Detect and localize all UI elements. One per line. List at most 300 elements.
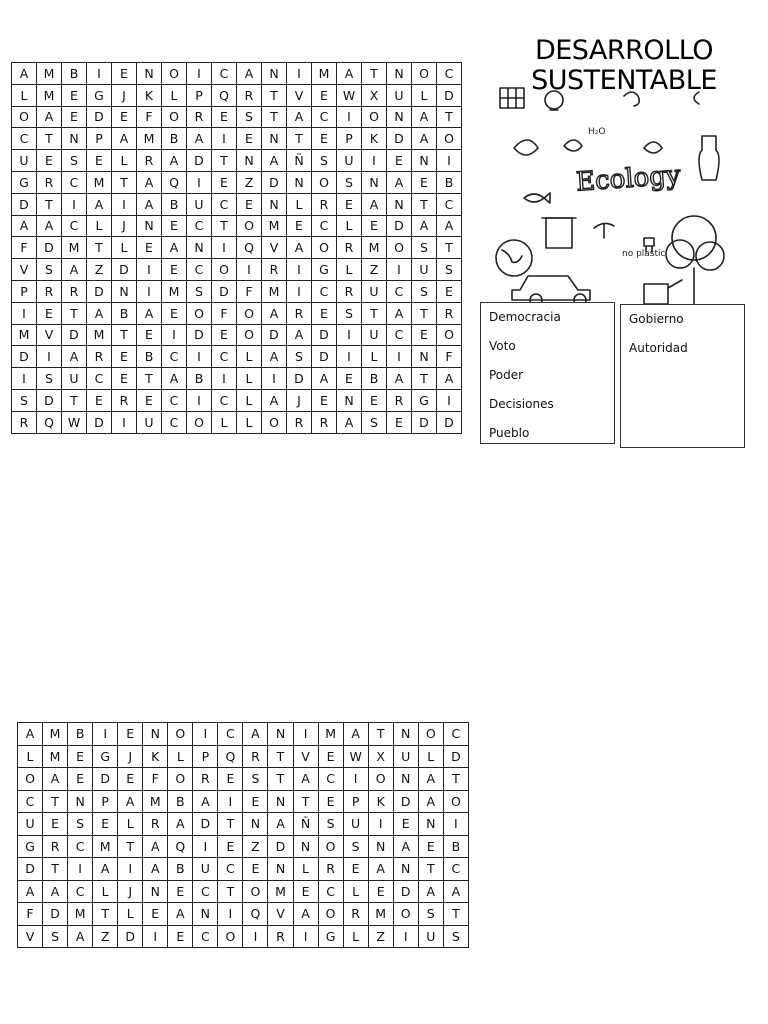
- grid-cell: U: [412, 259, 437, 281]
- grid-cell: R: [337, 280, 362, 302]
- grid-cell: T: [37, 128, 62, 150]
- grid-cell: O: [168, 768, 193, 791]
- grid-cell: D: [393, 880, 418, 903]
- grid-cell: T: [62, 389, 87, 411]
- grid-cell: I: [212, 237, 237, 259]
- grid-cell: E: [437, 280, 462, 302]
- grid-cell: T: [437, 106, 462, 128]
- grid-cell: E: [312, 84, 337, 106]
- grid-cell: R: [343, 903, 368, 926]
- grid-cell: R: [312, 193, 337, 215]
- grid-cell: M: [68, 903, 93, 926]
- grid-cell: E: [387, 150, 412, 172]
- grid-cell: N: [62, 128, 87, 150]
- grid-cell: N: [337, 389, 362, 411]
- grid-cell: I: [218, 790, 243, 813]
- grid-cell: L: [293, 858, 318, 881]
- grid-cell: Z: [87, 259, 112, 281]
- grid-cell: U: [187, 193, 212, 215]
- grid-cell: D: [37, 237, 62, 259]
- grid-cell: E: [118, 768, 143, 791]
- grid-cell: M: [362, 237, 387, 259]
- grid-row: [18, 903, 469, 926]
- grid-cell: Q: [237, 237, 262, 259]
- grid-cell: O: [162, 106, 187, 128]
- grid-cell: E: [362, 215, 387, 237]
- word-list-item: Autoridad: [629, 341, 688, 355]
- grid-cell: L: [237, 411, 262, 433]
- grid-cell: D: [87, 280, 112, 302]
- grid-cell: T: [37, 193, 62, 215]
- grid-cell: W: [337, 84, 362, 106]
- grid-cell: G: [87, 84, 112, 106]
- grid-cell: B: [162, 193, 187, 215]
- grid-cell: D: [18, 858, 43, 881]
- grid-cell: P: [193, 745, 218, 768]
- grid-cell: A: [162, 237, 187, 259]
- grid-cell: A: [137, 171, 162, 193]
- grid-cell: N: [137, 63, 162, 85]
- grid-cell: I: [387, 346, 412, 368]
- ecology-label: Ecology: [575, 160, 682, 198]
- grid-cell: R: [237, 84, 262, 106]
- grid-cell: I: [193, 723, 218, 746]
- grid-cell: A: [293, 768, 318, 791]
- grid-cell: L: [87, 215, 112, 237]
- grid-cell: S: [187, 280, 212, 302]
- grid-cell: A: [118, 790, 143, 813]
- grid-cell: N: [237, 150, 262, 172]
- grid-cell: A: [262, 389, 287, 411]
- grid-cell: I: [87, 63, 112, 85]
- grid-cell: E: [312, 128, 337, 150]
- grid-cell: U: [193, 858, 218, 881]
- grid-cell: A: [87, 302, 112, 324]
- grid-cell: I: [137, 259, 162, 281]
- grid-cell: W: [62, 411, 87, 433]
- grid-cell: I: [118, 858, 143, 881]
- grid-cell: E: [162, 302, 187, 324]
- grid-cell: C: [162, 346, 187, 368]
- grid-cell: E: [162, 259, 187, 281]
- grid-cell: R: [387, 389, 412, 411]
- grid-cell: G: [12, 171, 37, 193]
- grid-cell: O: [362, 106, 387, 128]
- grid-cell: A: [93, 858, 118, 881]
- grid-cell: O: [237, 302, 262, 324]
- grid-cell: C: [318, 880, 343, 903]
- grid-row: [12, 368, 462, 390]
- grid-cell: A: [268, 813, 293, 836]
- grid-cell: E: [162, 215, 187, 237]
- grid-cell: F: [143, 768, 168, 791]
- grid-cell: A: [262, 346, 287, 368]
- grid-cell: T: [212, 150, 237, 172]
- grid-cell: O: [18, 768, 43, 791]
- grid-cell: N: [187, 237, 212, 259]
- grid-cell: E: [68, 768, 93, 791]
- grid-row: [18, 768, 469, 791]
- grid-cell: M: [262, 280, 287, 302]
- grid-cell: R: [287, 302, 312, 324]
- grid-cell: I: [437, 150, 462, 172]
- grid-cell: C: [212, 389, 237, 411]
- grid-cell: C: [312, 215, 337, 237]
- grid-cell: C: [12, 128, 37, 150]
- grid-cell: U: [393, 745, 418, 768]
- grid-cell: A: [43, 768, 68, 791]
- grid-row: [18, 835, 469, 858]
- grid-cell: E: [312, 302, 337, 324]
- grid-cell: S: [412, 280, 437, 302]
- grid-cell: O: [237, 324, 262, 346]
- grid-cell: I: [218, 903, 243, 926]
- grid-cell: T: [437, 237, 462, 259]
- grid-cell: V: [12, 259, 37, 281]
- grid-cell: C: [218, 858, 243, 881]
- grid-row: [12, 128, 462, 150]
- grid-cell: D: [443, 745, 468, 768]
- grid-cell: E: [362, 389, 387, 411]
- grid-cell: E: [412, 171, 437, 193]
- grid-cell: E: [37, 150, 62, 172]
- grid-cell: A: [137, 302, 162, 324]
- grid-row: [12, 346, 462, 368]
- grid-cell: L: [112, 150, 137, 172]
- grid-cell: O: [162, 63, 187, 85]
- grid-cell: K: [368, 790, 393, 813]
- word-list-item: Gobierno: [629, 312, 684, 326]
- grid-cell: N: [412, 150, 437, 172]
- grid-cell: J: [112, 215, 137, 237]
- grid-cell: I: [437, 389, 462, 411]
- grid-cell: N: [262, 63, 287, 85]
- grid-cell: C: [193, 880, 218, 903]
- grid-cell: Z: [243, 835, 268, 858]
- grid-cell: O: [262, 411, 287, 433]
- grid-cell: M: [43, 745, 68, 768]
- grid-cell: K: [143, 745, 168, 768]
- grid-cell: S: [318, 813, 343, 836]
- title-line-1: DESARROLLO: [534, 35, 714, 66]
- grid-cell: F: [12, 237, 37, 259]
- grid-cell: S: [12, 389, 37, 411]
- grid-cell: A: [287, 324, 312, 346]
- grid-cell: S: [312, 150, 337, 172]
- grid-cell: J: [287, 389, 312, 411]
- grid-cell: I: [93, 723, 118, 746]
- grid-row: [12, 237, 462, 259]
- grid-cell: I: [112, 411, 137, 433]
- grid-cell: O: [318, 903, 343, 926]
- grid-cell: L: [418, 745, 443, 768]
- grid-cell: S: [287, 346, 312, 368]
- no-plastic-label: no plastic: [622, 249, 666, 259]
- grid-cell: E: [37, 302, 62, 324]
- grid-cell: T: [62, 302, 87, 324]
- grid-cell: P: [93, 790, 118, 813]
- grid-cell: Ñ: [287, 150, 312, 172]
- grid-cell: O: [12, 106, 37, 128]
- grid-cell: Z: [362, 259, 387, 281]
- grid-cell: D: [212, 280, 237, 302]
- grid-cell: R: [312, 411, 337, 433]
- grid-cell: N: [362, 171, 387, 193]
- grid-cell: E: [62, 84, 87, 106]
- grid-cell: G: [312, 259, 337, 281]
- grid-cell: R: [262, 259, 287, 281]
- grid-cell: A: [337, 411, 362, 433]
- grid-cell: O: [212, 259, 237, 281]
- title-block: [484, 36, 740, 274]
- grid-cell: N: [393, 858, 418, 881]
- grid-cell: I: [443, 813, 468, 836]
- grid-cell: A: [168, 813, 193, 836]
- grid-cell: M: [62, 237, 87, 259]
- grid-cell: T: [412, 368, 437, 390]
- grid-cell: D: [437, 84, 462, 106]
- grid-cell: K: [137, 84, 162, 106]
- grid-cell: N: [137, 215, 162, 237]
- grid-cell: E: [337, 193, 362, 215]
- grid-cell: D: [262, 324, 287, 346]
- grid-cell: D: [37, 389, 62, 411]
- grid-cell: I: [187, 171, 212, 193]
- h2o-label: H₂O: [588, 127, 606, 137]
- grid-cell: E: [243, 790, 268, 813]
- grid-cell: I: [162, 324, 187, 346]
- grid-cell: E: [168, 880, 193, 903]
- grid-cell: M: [162, 280, 187, 302]
- grid-row: [12, 411, 462, 433]
- grid-cell: U: [343, 813, 368, 836]
- grid-cell: G: [93, 745, 118, 768]
- grid-cell: C: [212, 193, 237, 215]
- grid-cell: V: [293, 745, 318, 768]
- grid-cell: T: [443, 768, 468, 791]
- grid-cell: R: [137, 150, 162, 172]
- grid-cell: D: [387, 128, 412, 150]
- grid-cell: O: [368, 768, 393, 791]
- grid-row: [12, 150, 462, 172]
- grid-cell: A: [143, 858, 168, 881]
- grid-cell: D: [312, 346, 337, 368]
- grid-row: [18, 925, 469, 948]
- grid-cell: R: [62, 280, 87, 302]
- word-list-item: Decisiones: [489, 397, 554, 411]
- grid-cell: N: [193, 903, 218, 926]
- grid-cell: E: [112, 368, 137, 390]
- grid-cell: L: [362, 346, 387, 368]
- grid-cell: M: [143, 790, 168, 813]
- word-search-grid-top: [11, 62, 462, 434]
- grid-cell: U: [337, 150, 362, 172]
- grid-cell: S: [343, 835, 368, 858]
- page-title: [504, 36, 744, 96]
- grid-cell: F: [137, 106, 162, 128]
- grid-cell: E: [343, 858, 368, 881]
- grid-cell: J: [118, 880, 143, 903]
- grid-cell: U: [387, 84, 412, 106]
- grid-cell: S: [37, 259, 62, 281]
- grid-cell: U: [62, 368, 87, 390]
- grid-cell: A: [443, 880, 468, 903]
- grid-cell: Q: [168, 835, 193, 858]
- grid-cell: M: [268, 880, 293, 903]
- grid-cell: C: [187, 259, 212, 281]
- grid-cell: B: [437, 171, 462, 193]
- grid-cell: T: [218, 880, 243, 903]
- grid-cell: C: [212, 346, 237, 368]
- grid-cell: I: [262, 368, 287, 390]
- grid-cell: E: [168, 925, 193, 948]
- grid-cell: N: [268, 790, 293, 813]
- grid-cell: A: [437, 368, 462, 390]
- grid-cell: R: [37, 280, 62, 302]
- grid-cell: I: [212, 368, 237, 390]
- grid-cell: E: [112, 63, 137, 85]
- grid-cell: B: [62, 63, 87, 85]
- grid-cell: Z: [368, 925, 393, 948]
- grid-cell: S: [37, 368, 62, 390]
- grid-cell: S: [412, 237, 437, 259]
- word-list-box-right: [620, 304, 745, 448]
- grid-row: [12, 171, 462, 193]
- grid-row: [12, 215, 462, 237]
- grid-cell: A: [287, 106, 312, 128]
- grid-cell: C: [162, 389, 187, 411]
- word-search-grid-bottom: [17, 722, 469, 948]
- grid-cell: L: [287, 193, 312, 215]
- grid-cell: X: [362, 84, 387, 106]
- grid-cell: E: [68, 745, 93, 768]
- grid-cell: E: [393, 813, 418, 836]
- grid-cell: S: [418, 903, 443, 926]
- grid-cell: O: [412, 63, 437, 85]
- grid-cell: Z: [237, 171, 262, 193]
- grid-cell: E: [318, 790, 343, 813]
- grid-cell: L: [168, 745, 193, 768]
- grid-cell: D: [287, 368, 312, 390]
- grid-cell: L: [343, 880, 368, 903]
- grid-row: [12, 324, 462, 346]
- grid-cell: N: [418, 813, 443, 836]
- grid-cell: L: [12, 84, 37, 106]
- grid-cell: C: [318, 768, 343, 791]
- grid-cell: U: [362, 324, 387, 346]
- grid-cell: V: [37, 324, 62, 346]
- grid-cell: I: [62, 193, 87, 215]
- grid-cell: R: [337, 237, 362, 259]
- grid-cell: E: [418, 835, 443, 858]
- grid-cell: M: [312, 63, 337, 85]
- word-list-item: Poder: [489, 368, 524, 382]
- grid-cell: C: [212, 63, 237, 85]
- grid-cell: O: [443, 790, 468, 813]
- grid-cell: T: [262, 84, 287, 106]
- grid-cell: C: [62, 171, 87, 193]
- grid-cell: A: [287, 237, 312, 259]
- grid-cell: I: [368, 813, 393, 836]
- grid-cell: O: [243, 880, 268, 903]
- grid-cell: A: [343, 723, 368, 746]
- grid-cell: B: [162, 128, 187, 150]
- grid-cell: A: [137, 193, 162, 215]
- grid-cell: L: [237, 368, 262, 390]
- grid-cell: T: [43, 790, 68, 813]
- grid-cell: V: [262, 237, 287, 259]
- grid-cell: C: [443, 858, 468, 881]
- grid-cell: D: [12, 193, 37, 215]
- grid-cell: T: [412, 193, 437, 215]
- grid-cell: E: [212, 106, 237, 128]
- grid-cell: E: [137, 389, 162, 411]
- grid-cell: C: [437, 193, 462, 215]
- grid-cell: D: [93, 768, 118, 791]
- grid-cell: P: [343, 790, 368, 813]
- grid-cell: S: [437, 259, 462, 281]
- grid-cell: C: [62, 215, 87, 237]
- grid-cell: M: [87, 171, 112, 193]
- grid-cell: D: [437, 411, 462, 433]
- grid-row: [12, 259, 462, 281]
- grid-cell: S: [362, 411, 387, 433]
- grid-cell: I: [337, 346, 362, 368]
- grid-cell: B: [362, 368, 387, 390]
- grid-cell: D: [112, 259, 137, 281]
- grid-cell: B: [187, 368, 212, 390]
- grid-cell: T: [362, 302, 387, 324]
- grid-cell: M: [137, 128, 162, 150]
- grid-cell: A: [412, 106, 437, 128]
- grid-cell: C: [187, 215, 212, 237]
- grid-cell: A: [412, 215, 437, 237]
- grid-cell: I: [287, 280, 312, 302]
- grid-cell: D: [118, 925, 143, 948]
- grid-cell: D: [187, 150, 212, 172]
- grid-cell: T: [287, 128, 312, 150]
- grid-cell: Q: [243, 903, 268, 926]
- grid-cell: X: [368, 745, 393, 768]
- grid-cell: A: [68, 925, 93, 948]
- grid-cell: I: [293, 723, 318, 746]
- grid-cell: O: [418, 723, 443, 746]
- grid-cell: C: [193, 925, 218, 948]
- grid-cell: A: [368, 858, 393, 881]
- grid-cell: O: [387, 237, 412, 259]
- grid-cell: A: [37, 106, 62, 128]
- grid-cell: R: [318, 858, 343, 881]
- grid-cell: E: [93, 813, 118, 836]
- grid-cell: T: [362, 63, 387, 85]
- grid-cell: L: [212, 411, 237, 433]
- grid-cell: E: [337, 368, 362, 390]
- grid-cell: A: [143, 835, 168, 858]
- grid-cell: E: [112, 346, 137, 368]
- grid-cell: O: [187, 411, 212, 433]
- grid-cell: I: [243, 925, 268, 948]
- grid-cell: S: [337, 302, 362, 324]
- grid-cell: D: [87, 411, 112, 433]
- grid-cell: N: [262, 128, 287, 150]
- grid-cell: C: [162, 411, 187, 433]
- grid-cell: U: [18, 813, 43, 836]
- grid-cell: I: [187, 389, 212, 411]
- grid-cell: E: [87, 150, 112, 172]
- grid-cell: A: [293, 903, 318, 926]
- grid-cell: A: [18, 880, 43, 903]
- grid-cell: C: [68, 835, 93, 858]
